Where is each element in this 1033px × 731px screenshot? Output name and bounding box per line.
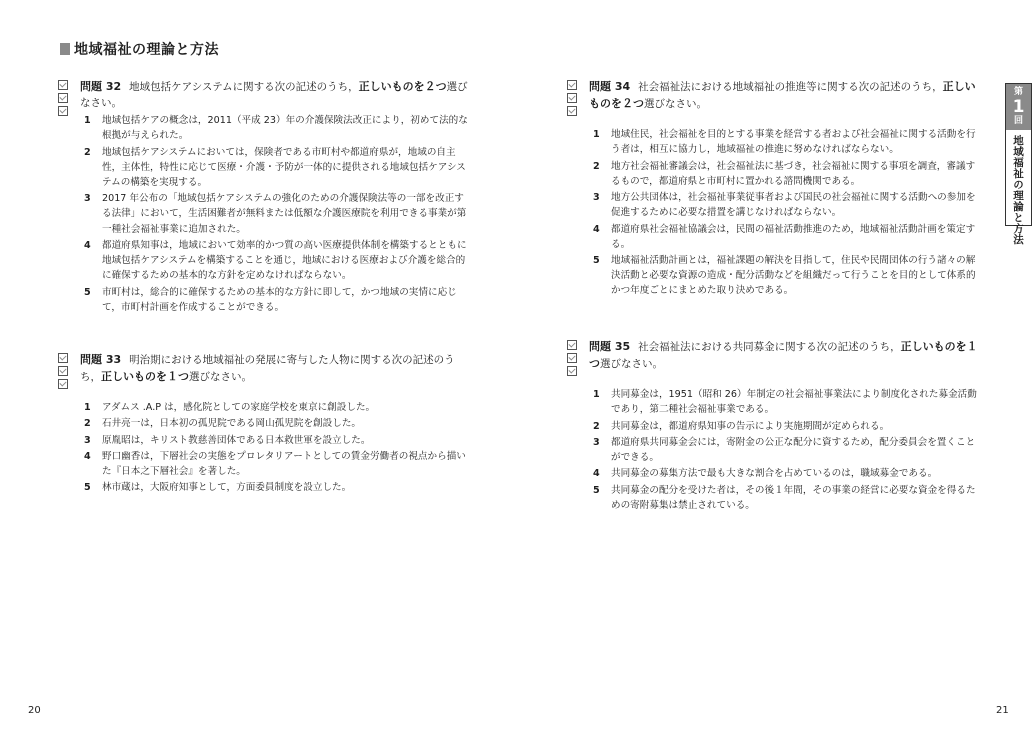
option-1[interactable]	[589, 127, 981, 157]
option-list	[589, 127, 981, 300]
option-4[interactable]	[80, 238, 472, 284]
chapter-tab-prefix: 第	[1013, 87, 1023, 97]
option-3[interactable]	[589, 435, 981, 465]
option-number: 2	[84, 418, 91, 430]
stem-text-end: 選びなさい。	[644, 97, 707, 110]
stem-emphasis: 正しいものを２つ	[589, 80, 976, 110]
option-text: 共同募金の募集方法で最も大きな割合を占めているのは，職域募金である。	[611, 468, 938, 480]
option-3[interactable]	[80, 433, 472, 448]
option-text: 地域住民，社会福祉を目的とする事業を経営する者および社会福祉に関する活動を行う者は，相互に協力し，地域福祉の推進に努めなければならない。	[611, 129, 976, 156]
section-marker	[60, 43, 70, 55]
question-35	[567, 340, 981, 530]
stem-emphasis: 正しいものを２つ	[358, 80, 447, 93]
option-text: 地域包括ケアの概念は，2011（平成 23）年の介護保険法改正により，初めて法的な根拠が与えられた。	[102, 115, 468, 142]
option-text: 地方公共団体は，社会福祉事業従事者および国民の社会福祉に関する活動への参加を促進するために必要な措置を講じなければならない。	[611, 192, 976, 219]
option-number: 1	[84, 115, 91, 126]
option-text: 共同募金は，1951（昭和 26）年制定の社会福祉事業法により制度化された募金活動であり，第二種社会福祉事業である。	[611, 389, 977, 416]
option-number: 1	[593, 389, 600, 400]
answer-checkboxes[interactable]	[567, 80, 579, 119]
option-list	[589, 387, 981, 514]
option-text: アダムス .A.P は，感化院としての家庭学校を東京に創設した。	[102, 402, 376, 413]
question-stem	[589, 339, 981, 372]
option-text: 地域包括ケアシステムにおいては，保険者である市町村や都道府県が，地域の自主性，主体性，特性に応じて医療・介護・予防が一体的に提供される地域包括ケアシステムの構築を実現する。	[102, 146, 466, 188]
question-34	[567, 80, 981, 310]
question-stem	[589, 79, 981, 112]
option-text: 共同募金は，都道府県知事の告示により実施期間が定められる。	[611, 420, 890, 432]
answer-checkboxes[interactable]	[58, 80, 70, 119]
option-number: 5	[593, 255, 600, 266]
checkbox[interactable]	[58, 353, 68, 363]
option-number: 4	[84, 239, 91, 251]
question-stem	[80, 352, 472, 385]
option-text: 都道府県社会福祉協議会は，民間の福祉活動推進のため，地域福祉活動計画を策定する。	[611, 223, 976, 250]
option-text: 林市蔵は，大阪府知事として，方面委員制度を設立した。	[102, 482, 352, 494]
option-text: 地方社会福祉審議会は，社会福祉法に基づき，社会福祉に関する事項を調査，審議するもので，都道府県と市町村に置かれる諮問機関である。	[611, 160, 976, 187]
checkbox[interactable]	[567, 366, 577, 376]
option-4[interactable]	[589, 222, 981, 252]
stem-text: 社会福祉法における共同募金に関する次の記述のうち，	[638, 341, 901, 353]
option-5[interactable]	[589, 483, 981, 513]
option-number: 1	[84, 402, 91, 413]
page-number-left: 20	[28, 705, 41, 716]
checkbox[interactable]	[58, 106, 68, 116]
option-text: 野口幽香は，下層社会の実態をプロレタリアートとしての賃金労働者の視点から描いた『日本之下層社会』を著した。	[102, 450, 466, 478]
option-number: 5	[84, 286, 91, 298]
option-5[interactable]	[589, 253, 981, 299]
option-text: 原胤昭は，キリスト教慈善団体である日本救世軍を設立した。	[102, 434, 371, 446]
option-number: 2	[593, 160, 600, 172]
chapter-tab[interactable]	[1005, 83, 1032, 245]
checkbox[interactable]	[567, 106, 577, 116]
option-3[interactable]	[589, 190, 981, 220]
option-number: 3	[84, 193, 91, 205]
option-number: 3	[84, 434, 91, 446]
option-1[interactable]	[80, 400, 472, 415]
stem-emphasis: 正しいものを１つ	[589, 340, 978, 370]
checkbox[interactable]	[58, 366, 68, 376]
option-number: 2	[593, 420, 600, 432]
option-2[interactable]	[589, 419, 981, 434]
option-2[interactable]	[80, 145, 472, 191]
stem-text: 明治期における地域福祉の発展に寄与した人物に関する次の記述のうち，	[80, 354, 455, 383]
answer-checkboxes[interactable]	[58, 353, 70, 392]
option-number: 4	[593, 223, 600, 235]
option-text: 市町村は，総合的に確保するための基本的な方針に即して，かつ地域の実情に応じて，市町村計画を作成することができる。	[102, 286, 457, 313]
option-text: 石井亮一は，日本初の孤児院である岡山孤児院を創設した。	[102, 418, 362, 430]
option-number: 4	[84, 450, 91, 462]
option-number: 5	[84, 482, 91, 494]
chapter-tab-number: 1	[1012, 97, 1025, 117]
stem-text: 地域包括ケアシステムに関する次の記述のうち，	[129, 81, 359, 93]
question-number: 問題 32	[80, 80, 122, 93]
option-4[interactable]	[80, 449, 472, 479]
chapter-tab-suffix: 回	[1013, 116, 1023, 126]
stem-emphasis: 正しいものを１つ	[101, 369, 189, 383]
option-text: 地域福祉活動計画とは，福祉課題の解決を目指して，住民や民間団体の行う諸々の解決活動と必要な資源の造成・配分活動などを組織だって行うことを目的として体系的かつ年度ごとにまとめた取り決めである。	[611, 255, 976, 297]
question-number: 問題 35	[589, 340, 631, 353]
option-number: 1	[593, 129, 600, 140]
option-5[interactable]	[80, 285, 472, 315]
question-33	[58, 353, 472, 513]
section-title-text: 地域福祉の理論と方法	[74, 42, 219, 58]
checkbox[interactable]	[58, 93, 68, 103]
checkbox[interactable]	[567, 80, 577, 90]
option-number: 5	[593, 484, 600, 496]
option-list	[80, 113, 472, 316]
option-number: 2	[84, 146, 91, 158]
answer-checkboxes[interactable]	[567, 340, 579, 379]
chapter-tab-number-block	[1006, 84, 1031, 130]
option-text: 都道府県共同募金会には，寄附金の公正な配分に資するため，配分委員会を置くことができる。	[611, 436, 976, 463]
option-5[interactable]	[80, 480, 472, 495]
option-3[interactable]	[80, 191, 472, 237]
stem-text: 社会福祉法における地域福祉の推進等に関する次の記述のうち，	[638, 81, 943, 93]
option-1[interactable]	[80, 113, 472, 143]
option-number: 3	[593, 436, 600, 448]
option-1[interactable]	[589, 387, 981, 417]
option-list	[80, 400, 472, 497]
checkbox[interactable]	[58, 80, 68, 90]
option-2[interactable]	[589, 159, 981, 189]
option-text: 2017 年公布の「地域包括ケアシステムの強化のための介護保険法等の一部を改正する法律」において，生活困難者が無料または低額な介護医療院を利用できる事業が第一種社会福祉事業に追加された。	[102, 193, 467, 235]
section-title	[60, 39, 219, 59]
stem-text-end: 選びなさい。	[189, 370, 252, 383]
option-2[interactable]	[80, 416, 472, 431]
option-4[interactable]	[589, 466, 981, 481]
question-32	[58, 80, 472, 320]
question-number: 問題 33	[80, 353, 122, 366]
checkbox[interactable]	[567, 93, 577, 103]
question-number: 問題 34	[589, 80, 631, 93]
checkbox[interactable]	[567, 353, 577, 363]
checkbox[interactable]	[567, 340, 577, 350]
checkbox[interactable]	[58, 379, 68, 389]
option-number: 4	[593, 468, 600, 480]
page-number-right: 21	[996, 705, 1009, 716]
option-number: 3	[593, 192, 600, 203]
stem-text-end: 選びなさい。	[80, 81, 468, 109]
option-text: 共同募金の配分を受けた者は，その後１年間，その事業の経営に必要な資金を得るための寄附募集は禁止されている。	[611, 484, 976, 511]
stem-text-end: 選びなさい。	[600, 357, 663, 370]
chapter-tab-label: 地域福祉の理論と方法	[1012, 135, 1024, 245]
option-text: 都道府県知事は，地域において効率的かつ質の高い医療提供体制を構築するとともに地域包括ケアシステムを構築することを通じ，地域における医療および介護を総合的に確保するための基本的な方針を定めなければならない。	[102, 239, 467, 282]
question-stem	[80, 79, 472, 111]
